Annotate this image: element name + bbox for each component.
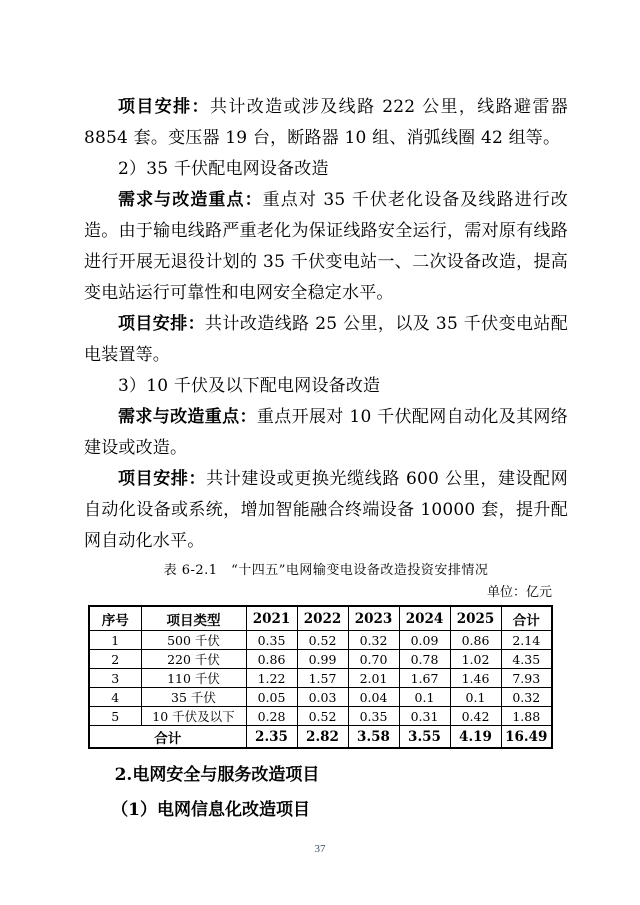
table-cell: 4	[89, 688, 141, 707]
table-cell: 0.99	[297, 650, 348, 669]
header-index: 序号	[89, 606, 141, 631]
table-cell: 10 千伏及以下	[141, 707, 246, 726]
subsection-heading-grid-informatization: （1）电网信息化改造项目	[111, 800, 311, 820]
paragraph-project-arrangement-2	[84, 309, 568, 371]
table-cell: 1.02	[450, 650, 501, 669]
header-2022: 2022	[297, 606, 348, 631]
table-cell: 1.57	[297, 669, 348, 688]
table-cell: 1.67	[399, 669, 450, 688]
table-cell: 4.35	[501, 650, 552, 669]
table-cell: 500 千伏	[141, 631, 246, 650]
paragraph-label: 项目安排：	[118, 314, 206, 334]
subheading-10kv: 3）10 千伏及以下配电网设备改造	[118, 376, 381, 396]
paragraph-label: 项目安排：	[118, 97, 210, 117]
paragraph-project-arrangement-3	[84, 464, 568, 557]
table-cell: 0.32	[348, 631, 399, 650]
paragraph-label: 需求与改造重点：	[118, 407, 257, 427]
header-total: 合计	[501, 606, 552, 631]
header-2024: 2024	[399, 606, 450, 631]
table-cell: 110 千伏	[141, 669, 246, 688]
table-header-row	[89, 606, 552, 631]
table-cell: 0.86	[450, 631, 501, 650]
table-cell: 0.78	[399, 650, 450, 669]
paragraph-text: 重点开展对 10 千伏配网自动化及其网络建设或改造。	[84, 407, 568, 458]
total-cell: 3.58	[348, 726, 399, 749]
paragraph-label: 需求与改造重点：	[118, 190, 263, 210]
header-project-type: 项目类型	[141, 606, 246, 631]
table-cell: 1.22	[246, 669, 297, 688]
table-cell: 0.05	[246, 688, 297, 707]
total-label-cell: 合计	[89, 726, 246, 749]
table-cell: 0.52	[297, 707, 348, 726]
table-cell: 0.28	[246, 707, 297, 726]
table-cell: 220 千伏	[141, 650, 246, 669]
paragraph-label: 项目安排：	[118, 469, 207, 489]
subheading-35kv: 2）35 千伏配电网设备改造	[118, 159, 329, 179]
paragraph-text: 共计改造或涉及线路 222 公里，线路避雷器 8854 套。变压器 19 台，断路器 10 组、消弧线圈 42 组等。	[84, 97, 569, 148]
paragraph-demand-focus-1	[84, 185, 568, 309]
table-cell: 0.04	[348, 688, 399, 707]
paragraph-text: 重点对 35 千伏老化设备及线路进行改造。由于输电线路严重老化为保证线路安全运行，需对原有线路进行开展无退役计划的 35 千伏变电站一、二次设备改造，提高变电站运行可靠性和电网安全稳定水平。	[84, 190, 568, 303]
document-content	[84, 92, 568, 826]
table-cell: 7.93	[501, 669, 552, 688]
paragraph-text: 共计建设或更换光缆线路 600 公里，建设配网自动化设备或系统，增加智能融合终端设备 10000 套，提升配网自动化水平。	[84, 469, 569, 551]
table-cell: 0.31	[399, 707, 450, 726]
table-cell: 0.70	[348, 650, 399, 669]
table-cell: 2	[89, 650, 141, 669]
header-2025: 2025	[450, 606, 501, 631]
table-cell: 0.09	[399, 631, 450, 650]
header-2021: 2021	[246, 606, 297, 631]
paragraph-project-arrangement-1	[84, 92, 568, 154]
total-cell: 2.35	[246, 726, 297, 749]
total-cell: 3.55	[399, 726, 450, 749]
table-cell: 2.14	[501, 631, 552, 650]
table-cell: 1.46	[450, 669, 501, 688]
total-cell: 16.49	[501, 726, 552, 749]
table-cell: 0.32	[501, 688, 552, 707]
table-cell: 35 千伏	[141, 688, 246, 707]
header-2023: 2023	[348, 606, 399, 631]
table-cell: 0.86	[246, 650, 297, 669]
table-cell: 0.1	[450, 688, 501, 707]
table-row	[89, 688, 552, 707]
table-cell: 0.42	[450, 707, 501, 726]
table-cell: 1	[89, 631, 141, 650]
table-row	[89, 707, 552, 726]
table-cell: 0.35	[348, 707, 399, 726]
table-row	[89, 669, 552, 688]
table-row	[89, 631, 552, 650]
table-unit-label: 单位：亿元	[486, 585, 552, 600]
total-cell: 2.82	[297, 726, 348, 749]
section-heading-grid-safety: 2.电网安全与服务改造项目	[114, 765, 320, 785]
table-caption: 表 6-2.1 “十四五”电网输变电设备改造投资安排情况	[163, 563, 489, 578]
table-cell: 3	[89, 669, 141, 688]
table-cell: 2.01	[348, 669, 399, 688]
table-cell: 0.52	[297, 631, 348, 650]
table-cell: 0.35	[246, 631, 297, 650]
total-cell: 4.19	[450, 726, 501, 749]
paragraph-text: 共计改造线路 25 公里，以及 35 千伏变电站配电装置等。	[84, 314, 568, 365]
table-row	[89, 650, 552, 669]
table-cell: 0.1	[399, 688, 450, 707]
page-number: 37	[314, 843, 326, 855]
table-cell: 1.88	[501, 707, 552, 726]
table-cell: 0.03	[297, 688, 348, 707]
table-total-row	[89, 726, 552, 749]
paragraph-demand-focus-2	[84, 402, 568, 464]
table-cell: 5	[89, 707, 141, 726]
investment-table	[88, 605, 553, 749]
